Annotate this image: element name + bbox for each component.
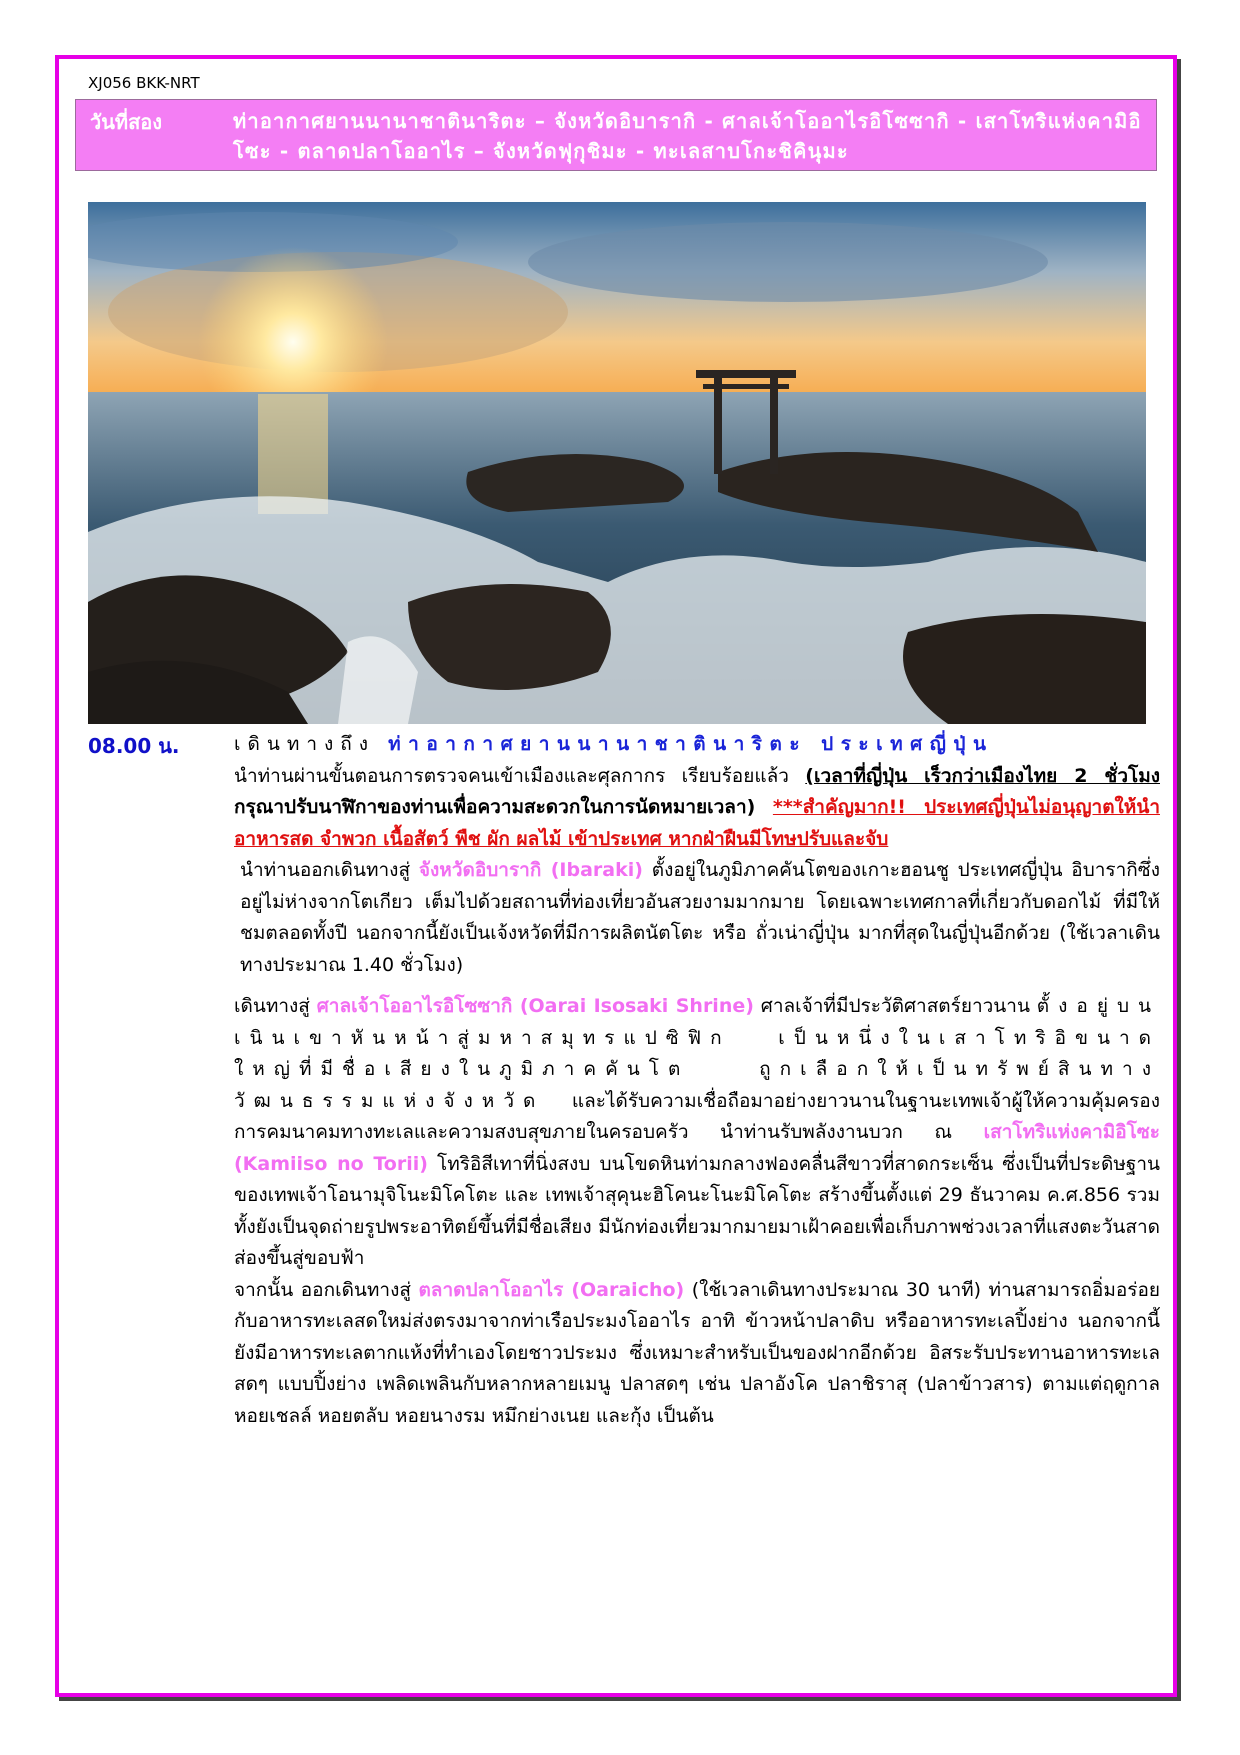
shrine-description-2: ตั้งอยู่บนเนินเขาหันหน้าสู่มหาสมุทรแปซิฟิก เป็นหนึ่งในเสาโทริอิขนาดใหญ่ที่มีชื่อเสียงในภูมิภาคคันโต ถูกเลือกให้เป็นทรัพย์สินทางวัฒนธรรมแห่งจังหวัด xyxy=(234,995,1161,1112)
ibaraki-paragraph xyxy=(234,855,1160,981)
torii-description: โทริอิสีเทาที่นิ่งสงบ บนโขดหินท่ามกลางฟองคลื่นสีขาวที่สาดกระเซ็น ซึ่งเป็นที่ประดิษฐานของเทพเจ้าโอนามุจิโนะมิโคโตะ และ เทพเจ้าสุคุนะฮิโคนะโนะมิโคโตะ สร้างขึ้นตั้งแต่ 29 ธันวาคม ค.ศ.856 รวมทั้งยังเป็นจุดถ่ายรูปพระอาทิตย์ขึ้นที่มีชื่อเสียง มีนักท่องเที่ยวมากมายมาเฝ้าคอยเพื่อเก็บภาพช่วงเวลาที่แสงตะวันสาดส่องขึ้นสู่ขอบฟ้า xyxy=(234,1152,1160,1269)
day-route-title: ท่าอากาศยานนานาชาตินาริตะ – จังหวัดอิบารากิ - ศาลเจ้าโออาไรอิโซซากิ - เสาโทริแห่งคามิอิโซะ - ตลาดปลาโออาไร – จังหวัดฟุกุชิมะ - ทะเลสาบโกะชิคินุมะ xyxy=(233,109,1142,163)
torii-sunrise-photo xyxy=(88,202,1146,724)
food-import-warning: ***สำคัญมาก!! ประเทศญี่ปุ่นไม่อนุญาตให้นำอาหารสด จำพวก เนื้อสัตว์ พืช ผัก ผลไม้ เข้าประเทศ หากฝ่าฝืนมีโทษปรับและจับ xyxy=(234,796,1160,850)
shrine-description-3: และได้รับความเชื่อถือมาอย่างยาวนานในฐานะเทพเจ้าผู้ให้ความคุ้มครองการคมนาคมทางทะเลและความสงบสุขภายในครอบครัว นำท่านรับพลังงานบวก ณ xyxy=(234,1089,1160,1143)
time-difference-note: (เวลาที่ญี่ปุ่น เร็วกว่าเมืองไทย 2 ชั่วโมง xyxy=(805,764,1160,787)
shrine-paragraph xyxy=(234,991,1160,1275)
clock-adjust-note: กรุณาปรับนาฬิกาของท่านเพื่อความสะดวกในการนัดหมายเวลา) xyxy=(234,796,756,818)
torii-gate-sunrise-icon xyxy=(88,202,1146,724)
day-header-banner xyxy=(75,99,1157,171)
ibaraki-name: จังหวัดอิบารากิ (Ibaraki) xyxy=(418,859,643,881)
market-intro: จากนั้น ออกเดินทางสู่ xyxy=(234,1278,411,1301)
travel-prefix: เดินทางถึง xyxy=(234,733,376,755)
shrine-description-1: ศาลเจ้าที่มีประวัติศาสตร์ยาวนาน xyxy=(760,995,1030,1017)
market-paragraph xyxy=(234,1275,1160,1433)
shrine-name: ศาลเจ้าโออาไรอิโซซากิ (Oarai Isosaki Shrine) xyxy=(316,995,754,1017)
shrine-intro: เดินทางสู่ xyxy=(234,995,310,1017)
day-label: วันที่สอง xyxy=(90,110,163,134)
arrival-destination: ท่าอากาศยานนานาชาตินาริตะ ประเทศญี่ปุ่น xyxy=(388,733,994,755)
immigration-paragraph xyxy=(234,761,1160,856)
itinerary-content xyxy=(234,729,1160,1432)
arrival-line xyxy=(234,729,1160,761)
torii-name: เสาโทริแห่งคามิอิโซะ (Kamiiso no Torii) xyxy=(234,1121,1160,1175)
ibaraki-intro: นำท่านออกเดินทางสู่ xyxy=(240,859,411,881)
immigration-text: นำท่านผ่านขั้นตอนการตรวจคนเข้าเมืองและศุลกากร เรียบร้อยแล้ว xyxy=(234,764,789,787)
market-description: (ใช้เวลาเดินทางประมาณ 30 นาที) ท่านสามารถอิ่มอร่อยกับอาหารทะเลสดใหม่ส่งตรงมาจากท่าเรือประมงโออาไร อาทิ ข้าวหน้าปลาดิบ หรืออาหารทะเลปิ้งย่าง นอกจากนี้ยังมีอาหารทะเลตากแห้งที่ทำเองโดยชาวประมง ซึ่งเหมาะสำหรับเป็นของฝากอีกด้วย อิสระรับประทานอาหารทะเลสดๆ แบบปิ้งย่าง เพลิดเพลินกับหลากหลายเมนู ปลาสดๆ เช่น ปลาอังโค ปลาชิราสุ (ปลาข้าวสาร) ตามแต่ฤดูกาล หอยเชลล์ หอยตลับ หอยนางรม หมึกย่างเนย และกุ้ง เป็นต้น xyxy=(234,1278,1161,1427)
market-name: ตลาดปลาโออาไร (Oaraicho) xyxy=(418,1278,685,1301)
document-code: XJ056 BKK-NRT xyxy=(88,74,200,92)
schedule-time: 08.00 น. xyxy=(88,734,180,758)
ibaraki-description: ตั้งอยู่ในภูมิภาคคันโตของเกาะฮอนชู ประเทศญี่ปุ่น อิบารากิซึ่งอยู่ไม่ห่างจากโตเกียว เต็มไปด้วยสถานที่ท่องเที่ยวอันสวยงามมากมาย โดยเฉพาะเทศกาลที่เกี่ยวกับดอกไม้ ที่มีให้ชมตลอดทั้งปี นอกจากนี้ยังเป็นเจ้งหวัดที่มีการผลิตนัตโตะ หรือ ถั่วเน่าญี่ปุ่น มากที่สุดในญี่ปุ่นอีกด้วย (ใช้เวลาเดินทางประมาณ 1.40 ชั่วโมง) xyxy=(240,859,1160,976)
